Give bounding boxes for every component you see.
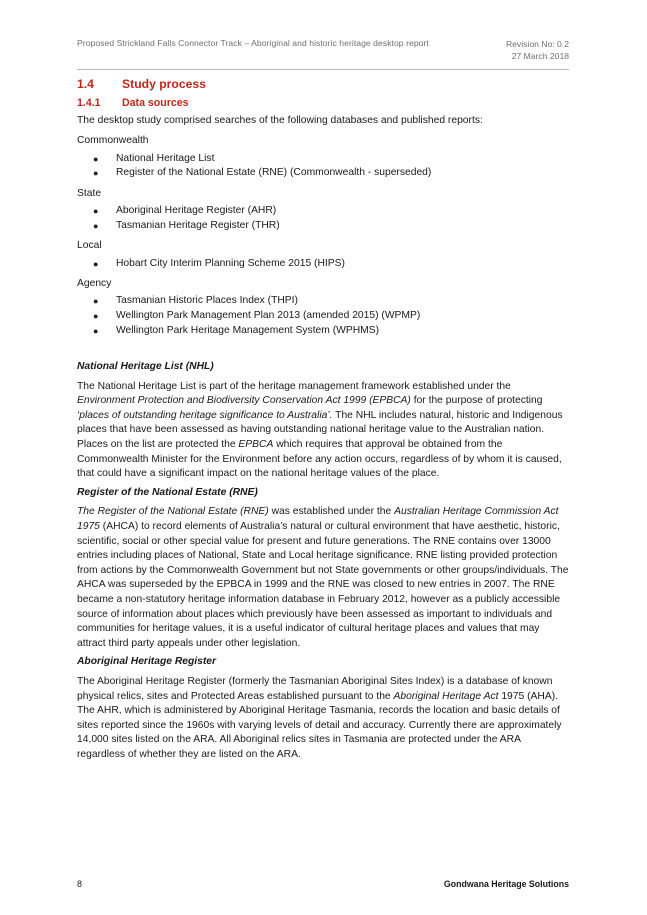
ahr-heading: Aboriginal Heritage Register [77,656,217,668]
group-label-state: State [77,187,102,199]
subsection-title: Data sources [122,97,189,109]
bullet-icon: ● [93,153,99,164]
bullet-icon: ● [93,310,99,321]
page-body [77,74,570,763]
list-item: ● Wellington Park Management Plan 2013 (amended 2015) (WPMP) [77,309,570,324]
subsection-heading [77,94,570,112]
revision-number: Revision No: 0.2 [505,39,569,49]
rne-heading: Register of the National Estate (RNE) [77,486,258,498]
ahr-paragraph: The Aboriginal Heritage Register (formerly the Tasmanian Aboriginal Sites Index) is a database of known physical relics, sites and Protected Areas established pursuant to the Aboriginal Heritage Act 1975 (AHA). The AHR, which is administered by Aboriginal Heritage Tasmania, records the location and basic details of sites reported since the 1960s with varying levels of detail and accuracy. Currently there are approximately 14,000 sites listed on the ARA. All Aboriginal relics sites in Tasmania are protected under the ARA regardless of whether they are listed on the ARA. [77,675,562,760]
running-header-meta [506,38,569,62]
list-item: ● Wellington Park Heritage Management System (WPHMS) [77,324,570,339]
subsection-number: 1.4.1 [77,97,101,109]
bullet-icon: ● [93,296,99,307]
section-heading [77,74,570,94]
bullet-list-state [77,204,570,233]
section-title: Study process [122,77,206,91]
bullet-icon: ● [93,325,99,336]
bullet-icon: ● [93,206,99,217]
footer-organisation: Gondwana Heritage Solutions [443,879,569,889]
list-item: ● National Heritage List [77,152,570,167]
nhl-heading: National Heritage List (NHL) [77,361,214,373]
bullet-list-local [77,257,570,272]
nhl-paragraph: The National Heritage List is part of the heritage management framework established under the Environment Protection and Biodiversity Conservation Act 1999 (EPBCA) for the purpose of protecting ‘places of outstanding heritage significance to Australia’. The NHL includes natural, historic and Indigenous places that have been assessed as having outstanding national heritage value to the Australian nation. Places on the list are protected the EPBCA which requires that approval be obtained from the Commonwealth Minister for the Environment before any action occurs, regardless of by whom it is caused, that could have a significant impact on the national heritage values of the place. [77,380,563,480]
list-item: ● Register of the National Estate (RNE) (Commonwealth - superseded) [77,166,570,181]
bullet-icon: ● [93,220,99,231]
bullet-list-commonwealth [77,152,570,181]
group-label-local: Local [77,239,102,251]
rne-paragraph: The Register of the National Estate (RNE) was established under the Australian Heritage Commission Act 1975 (AHCA) to record elements of Australia’s natural or cultural environment that have aesthetic, historic, scientific, social or other special value for present and future generations. The RNE contains over 13000 entries including places of National, State and Local heritage significance. RNE listing provided protection from actions by the Commonwealth Government but not State governments or other groups/individuals. The AHCA was superseded by the EPBCA in 1999 and the RNE was closed to new entries in 2007. The RNE became a non-statutory heritage information database in February 2012, however as a publicly accessible source of information about places which previously have been assessed as important to individuals and communities for heritage values, it is a useful indicator of cultural heritage places and values that may attract third party appeals under other legislation. [77,506,569,649]
running-header-title: Proposed Strickland Falls Connector Track – Aboriginal and historic heritage desktop report [77,38,429,48]
bullet-icon: ● [93,168,99,179]
section-number: 1.4 [77,77,94,91]
header-divider [77,69,569,70]
bullet-list-agency [77,294,570,338]
list-item: ● Tasmanian Historic Places Index (THPI) [77,294,570,309]
list-item: ● Aboriginal Heritage Register (AHR) [77,204,570,219]
list-item: ● Tasmanian Heritage Register (THR) [77,219,570,234]
spacer [77,338,570,360]
group-label-commonwealth: Commonwealth [77,135,149,147]
bullet-icon: ● [93,258,99,269]
intro-paragraph: The desktop study comprised searches of the following databases and published reports: [77,115,483,126]
page-number: 8 [77,879,83,889]
list-item: ● Hobart City Interim Planning Scheme 2015 (HIPS) [77,257,570,272]
group-label-agency: Agency [77,277,112,289]
revision-date: 27 March 2018 [511,51,569,61]
